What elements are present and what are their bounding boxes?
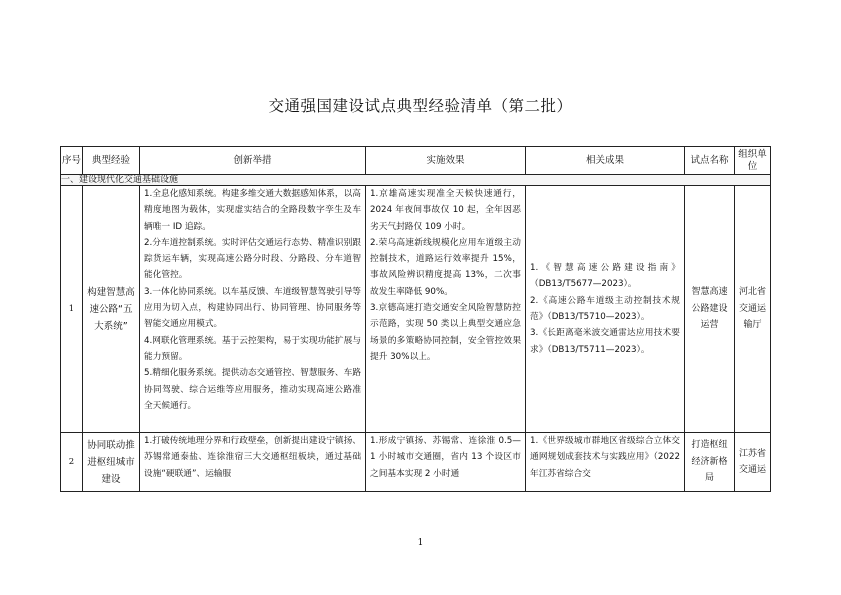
section-row [61,175,771,186]
document-title: 交通强国建设试点典型经验清单（第二批） [268,97,573,115]
header-org: 组织单位 [735,147,771,175]
table-header-row [61,147,771,175]
row-type: 构建智慧高速公路“五大系统” [83,186,140,433]
row-pilot: 打造枢纽经济新格局 [685,433,735,492]
row-pilot: 智慧高速公路建设运营 [685,186,735,433]
effect-item: 2.荣乌高速新线规模化应用车道级主动控制技术，道路运行效率提升 15%，事故风险辨识精度提高 13%，二次事故发生率降低 90%。 [370,237,521,297]
header-index: 序号 [61,147,83,175]
header-effects: 实施效果 [366,147,526,175]
row-results [526,433,685,492]
section-heading: 一、建设现代化交通基础设施 [61,175,771,186]
row-org: 江苏省交通运 [735,433,771,492]
row-index: 1 [61,186,83,433]
effect-item: 1.京雄高速实现准全天候快速通行，2024 年夜间事故仅 10 起，全年因恶劣天气封路仅 109 小时。 [370,189,521,232]
row-type: 协同联动推进枢纽城市建设 [83,433,140,492]
measure-item: 3.一体化协同系统。以车基反馈、车道级智慧驾驶引导等应用为切入点，构建协同出行、协同管理、协同服务等智能交通应用模式。 [144,286,361,330]
header-results: 相关成果 [526,147,685,175]
result-item: 3.《长距离毫米波交通雷达应用技术要求》（DB13/T5711—2023）。 [530,328,680,355]
row-measures [140,186,366,433]
measure-item: 1.全息化感知系统。构建多维交通大数据感知体系，以高精度地图为载体，实现虚实结合的全路段数字孪生及车辆唯一 ID 追踪。 [144,189,361,232]
measure-item: 1.打破传统地理分界和行政壁垒，创新提出建设宁镇扬、苏锡常通泰盐、连徐淮宿三大交通枢纽板块，通过基础设施“硬联通”、运输服 [144,436,361,479]
header-type: 典型经验 [83,147,140,175]
result-item: 1.《世界级城市群地区省级综合立体交通网规划成套技术与实践应用》（2022 年江苏省综合交 [530,436,680,479]
result-item: 1.《智慧高速公路建设指南》（DB13/T5677—2023）。 [530,263,680,290]
page-number: 1 [417,538,424,548]
row-index: 2 [61,433,83,492]
row-measures [140,433,366,492]
effect-item: 3.京德高速打造交通安全风险智慧防控示范路，实现 50 类以上典型交通应急场景的多策略协同控制，安全管控效果提升 30%以上。 [370,303,521,362]
experience-table [60,146,771,492]
header-pilot: 试点名称 [685,147,735,175]
measure-item: 2.分车道控制系统。实时评估交通运行态势、精准识别跟踪货运车辆，实现高速公路分时段、分路段、分车道智能化管控。 [144,237,361,281]
row-effects [366,186,526,433]
measure-item: 4.网联化管理系统。基于云控架构，易于实现功能扩展与能力预留。 [144,335,361,362]
measure-item: 5.精细化服务系统。提供动态交通管控、智慧服务、车路协同驾驶、综合运维等应用服务，推动实现高速公路准全天候通行。 [144,368,361,411]
row-effects [366,433,526,492]
table-row [61,186,771,433]
row-results [526,186,685,433]
effect-item: 1.形成宁镇扬、苏锡常、连徐淮 0.5—1 小时城市交通圈，省内 13 个设区市之间基本实现 2 小时通 [370,436,521,479]
result-item: 2.《高速公路车道级主动控制技术规范》（DB13/T5710—2023）。 [530,295,680,322]
row-org: 河北省交通运输厅 [735,186,771,433]
header-measures: 创新举措 [140,147,366,175]
table-row [61,433,771,492]
